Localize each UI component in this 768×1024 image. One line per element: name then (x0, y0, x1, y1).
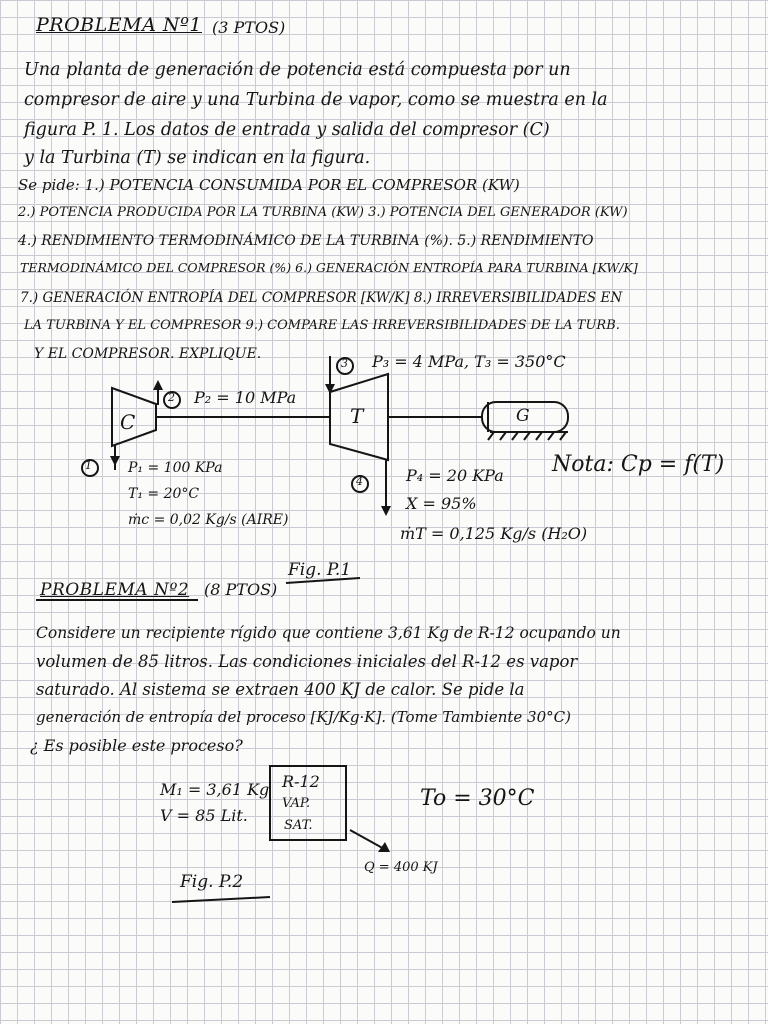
p1-label: P₁ = 100 KPa (128, 460, 223, 476)
problem2-title: PROBLEMA Nº2 (40, 580, 190, 600)
state-2-label: 2 (168, 391, 175, 404)
mass-flow-turbine-label: ṁT = 0,125 Kg/s (H₂O) (400, 524, 588, 543)
problem2-line-2: volumen de 85 litros. Las condiciones iniciales del R-12 es vapor (36, 652, 578, 671)
tank-state-label-2: SAT. (284, 818, 313, 833)
problem1-line-11: Y EL COMPRESOR. EXPLIQUE. (34, 346, 262, 362)
state-3-label: 3 (341, 357, 348, 370)
problem1-line-6: 2.) POTENCIA PRODUCIDA POR LA TURBINA (KW) 3.) POTENCIA DEL GENERADOR (KW) (18, 205, 628, 220)
problem1-line-5: Se pide: 1.) POTENCIA CONSUMIDA POR EL COMPRESOR (KW) (18, 176, 520, 194)
problem1-points: (3 PTOS) (212, 18, 286, 37)
problem2-line-1: Considere un recipiente rígido que contiene 3,61 Kg de R-12 ocupando un (36, 624, 621, 642)
turbine-label: T (350, 404, 364, 428)
mass-label: M₁ = 3,61 Kg (160, 780, 270, 799)
problem1-line-4: y la Turbina (T) se indican en la figura. (24, 148, 371, 168)
problem2-line-5: ¿ Es posible este proceso? (30, 736, 243, 755)
compressor-label: C (120, 410, 136, 434)
tank-state-label-1: VAP. (282, 796, 311, 811)
ambient-temperature-label: To = 30°C (420, 786, 535, 811)
p3-t3-label: P₃ = 4 MPa, T₃ = 350°C (372, 352, 566, 371)
problem2-line-4: generación de entropía del proceso [KJ/Kg·K]. (Tome Tambiente 30°C) (36, 708, 571, 726)
heat-label: Q = 400 KJ (364, 860, 438, 875)
problem1-line-8: TERMODINÁMICO DEL COMPRESOR (%) 6.) GENERACIÓN ENTROPÍA PARA TURBINA [KW/K] (20, 260, 638, 275)
t1-label: T₁ = 20°C (128, 486, 200, 502)
problem1-line-7: 4.) RENDIMIENTO TERMODINÁMICO DE LA TURBINA (%). 5.) RENDIMIENTO (18, 233, 594, 249)
problem2-line-3: saturado. Al sistema se extraen 400 KJ de calor. Se pide la (36, 680, 525, 699)
figure-p1-caption: Fig. P.1 (288, 560, 352, 580)
generator-label: G (516, 406, 530, 426)
problem1-line-10: LA TURBINA Y EL COMPRESOR 9.) COMPARE LAS IRREVERSIBILIDADES DE LA TURB. (24, 318, 620, 333)
problem1-line-2: compresor de aire y una Turbina de vapor, como se muestra en la (24, 90, 608, 110)
problem2-points: (8 PTOS) (204, 580, 278, 599)
quality-label: X = 95% (406, 494, 477, 513)
state-1-label: 1 (85, 459, 92, 472)
mass-flow-compressor-label: ṁc = 0,02 Kg/s (AIRE) (128, 512, 289, 528)
p2-label: P₂ = 10 MPa (194, 388, 297, 407)
problem1-line-3: figura P. 1. Los datos de entrada y salida del compresor (C) (24, 120, 550, 140)
problem1-line-9: 7.) GENERACIÓN ENTROPÍA DEL COMPRESOR [KW/K] 8.) IRREVERSIBILIDADES EN (20, 290, 623, 306)
figure-p2-caption: Fig. P.2 (180, 872, 244, 892)
problem1-title: PROBLEMA Nº1 (36, 14, 202, 36)
state-4-label: 4 (356, 475, 363, 488)
tank-fluid-label: R-12 (282, 772, 320, 791)
heat-arrow-line (350, 830, 386, 850)
cp-note-label: Nota: Cp = f(T) (552, 452, 725, 477)
p4-label: P₄ = 20 KPa (406, 466, 504, 485)
volume-label: V = 85 Lit. (160, 806, 248, 825)
problem1-line-1: Una planta de generación de potencia está compuesta por un (24, 60, 571, 80)
